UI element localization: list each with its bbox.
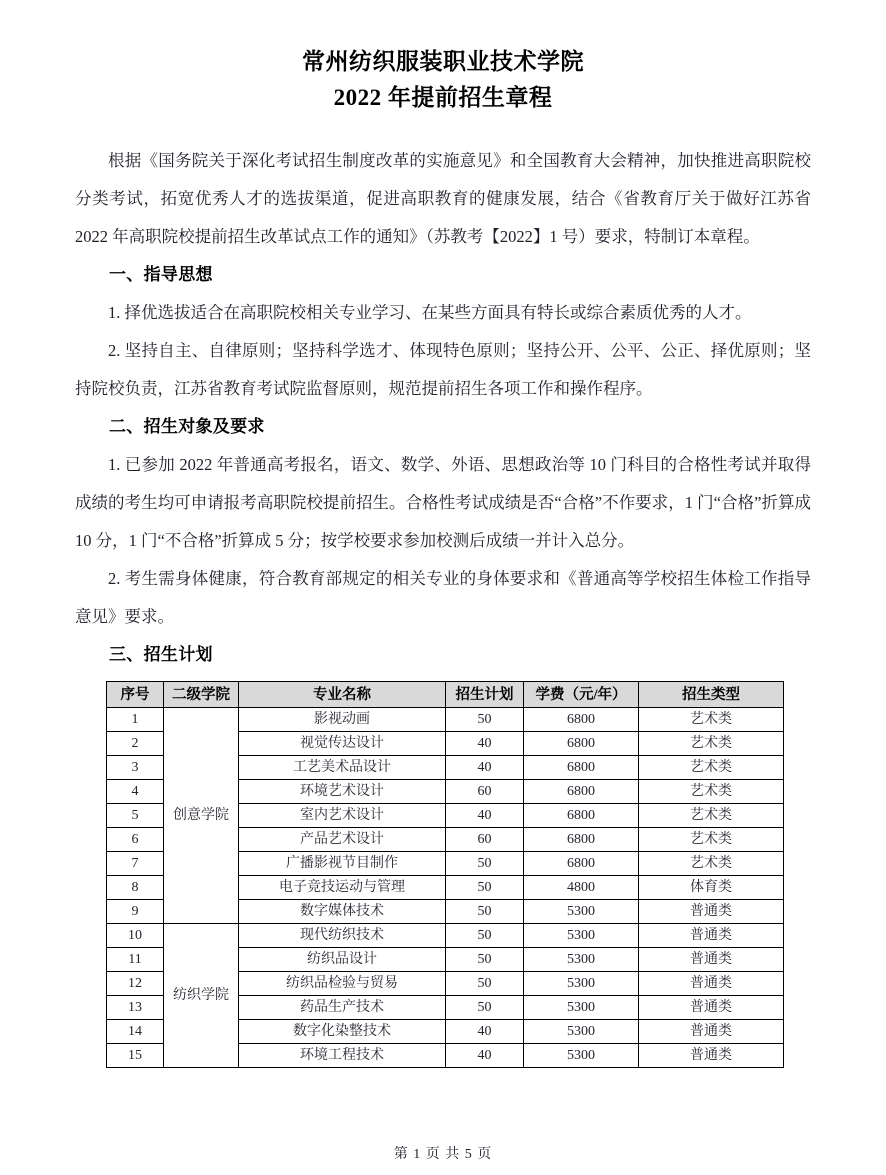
cell-fee: 6800 [524,828,639,852]
cell-major: 产品艺术设计 [239,828,446,852]
cell-no: 9 [107,900,164,924]
cell-fee: 5300 [524,1044,639,1068]
cell-type: 普通类 [639,1020,784,1044]
cell-fee: 5300 [524,924,639,948]
column-header-no: 序号 [107,682,164,708]
cell-quota: 50 [446,924,524,948]
title-line-2: 2022 年提前招生章程 [333,85,553,110]
cell-major: 数字化染整技术 [239,1020,446,1044]
document-title [75,0,811,114]
cell-major: 广播影视节目制作 [239,852,446,876]
cell-type: 普通类 [639,900,784,924]
cell-type: 艺术类 [639,708,784,732]
section-heading-1: 一、指导思想 [109,265,213,284]
cell-quota: 40 [446,1020,524,1044]
cell-type: 普通类 [639,1044,784,1068]
cell-type: 体育类 [639,876,784,900]
cell-fee: 5300 [524,972,639,996]
section-2-item-2: 2. 考生需身体健康，符合教育部规定的相关专业的身体要求和《普通高等学校招生体检工作指导意见》要求。 [75,569,811,626]
column-header-major: 专业名称 [239,682,446,708]
cell-fee: 6800 [524,708,639,732]
cell-type: 普通类 [639,924,784,948]
section-1-item-2: 2. 坚持自主、自律原则；坚持科学选才、体现特色原则；坚持公开、公平、公正、择优原则；坚持院校负责，江苏省教育考试院监督原则，规范提前招生各项工作和操作程序。 [75,341,811,398]
cell-major: 影视动画 [239,708,446,732]
cell-quota: 40 [446,1044,524,1068]
cell-quota: 50 [446,708,524,732]
cell-no: 11 [107,948,164,972]
cell-major: 纺织品设计 [239,948,446,972]
column-header-type: 招生类型 [639,682,784,708]
cell-fee: 5300 [524,900,639,924]
section-heading-2: 二、招生对象及要求 [109,417,265,436]
cell-fee: 5300 [524,948,639,972]
cell-fee: 6800 [524,804,639,828]
cell-type: 艺术类 [639,756,784,780]
table-header [107,682,784,708]
cell-major: 环境艺术设计 [239,780,446,804]
cell-no: 2 [107,732,164,756]
cell-no: 3 [107,756,164,780]
cell-no: 14 [107,1020,164,1044]
cell-major: 环境工程技术 [239,1044,446,1068]
preamble-paragraph: 根据《国务院关于深化考试招生制度改革的实施意见》和全国教育大会精神，加快推进高职院校分类考试，拓宽优秀人才的选拔渠道，促进高职教育的健康发展，结合《省教育厅关于做好江苏省 2022 年高职院校提前招生改革试点工作的通知》（苏教考【2022】1 号）要求，特制订本章程。 [75,151,811,246]
cell-type: 普通类 [639,972,784,996]
column-header-college: 二级学院 [164,682,239,708]
cell-fee: 6800 [524,780,639,804]
section-1-item-1: 1. 择优选拔适合在高职院校相关专业学习、在某些方面具有特长或综合素质优秀的人才。 [108,303,752,322]
cell-no: 13 [107,996,164,1020]
enrollment-plan-table [106,681,784,1068]
cell-major: 电子竞技运动与管理 [239,876,446,900]
cell-college: 创意学院 [164,708,239,924]
table-body [107,708,784,1068]
cell-no: 4 [107,780,164,804]
document-body [75,142,811,1068]
cell-fee: 5300 [524,996,639,1020]
cell-no: 12 [107,972,164,996]
cell-fee: 6800 [524,732,639,756]
cell-type: 艺术类 [639,732,784,756]
cell-type: 艺术类 [639,780,784,804]
cell-type: 普通类 [639,996,784,1020]
cell-quota: 60 [446,828,524,852]
cell-major: 药品生产技术 [239,996,446,1020]
cell-no: 10 [107,924,164,948]
cell-quota: 40 [446,804,524,828]
cell-no: 15 [107,1044,164,1068]
cell-major: 工艺美术品设计 [239,756,446,780]
column-header-fee: 学费（元/年） [524,682,639,708]
cell-type: 艺术类 [639,828,784,852]
cell-quota: 40 [446,756,524,780]
page-footer: 第 1 页 共 5 页 [393,1147,493,1162]
cell-quota: 50 [446,876,524,900]
cell-quota: 40 [446,732,524,756]
cell-no: 7 [107,852,164,876]
cell-quota: 60 [446,780,524,804]
cell-fee: 6800 [524,756,639,780]
enrollment-plan-table-wrapper [75,681,811,1068]
cell-college: 纺织学院 [164,924,239,1068]
cell-major: 纺织品检验与贸易 [239,972,446,996]
cell-fee: 5300 [524,1020,639,1044]
cell-type: 艺术类 [639,804,784,828]
cell-type: 艺术类 [639,852,784,876]
cell-quota: 50 [446,972,524,996]
table-row [107,708,784,732]
cell-no: 5 [107,804,164,828]
cell-no: 8 [107,876,164,900]
cell-major: 室内艺术设计 [239,804,446,828]
table-row [107,924,784,948]
cell-quota: 50 [446,948,524,972]
cell-major: 现代纺织技术 [239,924,446,948]
column-header-quota: 招生计划 [446,682,524,708]
cell-quota: 50 [446,900,524,924]
cell-fee: 6800 [524,852,639,876]
cell-major: 视觉传达设计 [239,732,446,756]
title-line-1: 常州纺织服装职业技术学院 [302,49,584,74]
cell-no: 1 [107,708,164,732]
cell-quota: 50 [446,996,524,1020]
section-2-item-1: 1. 已参加 2022 年普通高考报名，语文、数学、外语、思想政治等 10 门科目的合格性考试并取得成绩的考生均可申请报考高职院校提前招生。合格性考试成绩是否“合格”不作要求，1 门“合格”折算成 10 分，1 门“不合格”折算成 5 分；按学校要求参加校测后成绩一并计入总分。 [75,455,811,550]
cell-no: 6 [107,828,164,852]
section-heading-3: 三、招生计划 [109,645,213,664]
cell-fee: 4800 [524,876,639,900]
cell-type: 普通类 [639,948,784,972]
cell-major: 数字媒体技术 [239,900,446,924]
cell-quota: 50 [446,852,524,876]
table-header-row [107,682,784,708]
